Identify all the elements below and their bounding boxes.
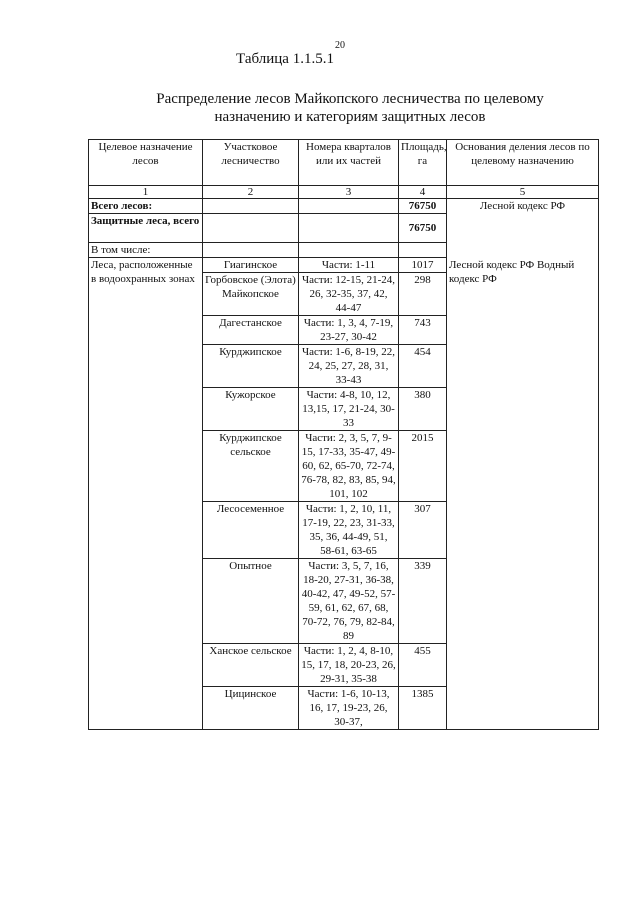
quarters-cell: Части: 4-8, 10, 12, 13,15, 17, 21-24, 30-33	[299, 388, 399, 431]
quarters-cell: Части: 1, 3, 4, 7-19, 23-27, 30-42	[299, 316, 399, 345]
column-number-row	[89, 186, 599, 199]
quarters-cell: Части: 1-11	[299, 258, 399, 273]
area-cell: 2015	[399, 431, 447, 502]
quarters-cell: Части: 12-15, 21-24, 26, 32-35, 37, 42, 44-47	[299, 273, 399, 316]
district-cell: Курджипское	[203, 345, 299, 388]
area-cell: 380	[399, 388, 447, 431]
district-cell: Ханское сельское	[203, 644, 299, 687]
quarters-cell: Части: 1, 2, 10, 11, 17-19, 22, 23, 31-33, 35, 36, 44-49, 51, 58-61, 63-65	[299, 502, 399, 559]
area-cell: 307	[399, 502, 447, 559]
forest-distribution-table	[88, 139, 599, 730]
total-forests-label: Всего лесов:	[89, 199, 203, 214]
protective-forests-area: 76750	[399, 214, 447, 243]
area-cell: 1385	[399, 687, 447, 730]
column-number: 4	[399, 186, 447, 199]
quarters-cell: Части: 1-6, 10-13, 16, 17, 19-23, 26, 30-37,	[299, 687, 399, 730]
column-number: 5	[447, 186, 599, 199]
column-number: 2	[203, 186, 299, 199]
table-label: Таблица 1.1.5.1	[236, 51, 334, 67]
table-row	[89, 258, 599, 273]
area-cell: 298	[399, 273, 447, 316]
column-number: 3	[299, 186, 399, 199]
total-forests-row	[89, 199, 599, 214]
area-cell: 339	[399, 559, 447, 644]
header-row	[89, 140, 599, 186]
category-basis-cell: Лесной кодекс РФ Водный кодекс РФ	[447, 258, 599, 730]
column-header-district: Участковое лесничество	[203, 140, 299, 186]
column-header-area: Площадь, га	[399, 140, 447, 186]
quarters-cell: Части: 1, 2, 4, 8-10, 15, 17, 18, 20-23, 26, 29-31, 35-38	[299, 644, 399, 687]
district-cell: Цицинское	[203, 687, 299, 730]
district-cell: Гиагинское	[203, 258, 299, 273]
total-forests-area: 76750	[399, 199, 447, 214]
quarters-cell: Части: 1-6, 8-19, 22, 24, 25, 27, 28, 31, 33-43	[299, 345, 399, 388]
area-cell: 743	[399, 316, 447, 345]
column-header-purpose: Целевое назначение лесов	[89, 140, 203, 186]
district-cell: Лесосеменное	[203, 502, 299, 559]
column-header-basis: Основания деления лесов по целевому назначению	[447, 140, 599, 186]
heading-line-2: назначению и категориям защитных лесов	[214, 109, 486, 125]
area-cell: 454	[399, 345, 447, 388]
table-heading	[0, 90, 640, 126]
column-number: 1	[89, 186, 203, 199]
district-cell: Опытное	[203, 559, 299, 644]
district-cell: Горбовское (Элота) Майкопское	[203, 273, 299, 316]
district-cell: Кужорское	[203, 388, 299, 431]
page-number: 20	[335, 40, 345, 51]
area-cell: 455	[399, 644, 447, 687]
protective-forests-label: Защитные леса, всего	[89, 214, 203, 243]
heading-line-1: Распределение лесов Майкопского лесничества по целевому	[156, 91, 544, 107]
quarters-cell: Части: 2, 3, 5, 7, 9-15, 17-33, 35-47, 49-60, 62, 65-70, 72-74, 76-78, 82, 83, 85, 94, 101, 102	[299, 431, 399, 502]
category-cell: Леса, расположенные в водоохранных зонах	[89, 258, 203, 730]
area-cell: 1017	[399, 258, 447, 273]
quarters-cell: Части: 3, 5, 7, 16, 18-20, 27-31, 36-38, 40-42, 47, 49-52, 57-59, 61, 62, 67, 68, 70-72, 76, 79, 82-84, 89	[299, 559, 399, 644]
column-header-quarters: Номера кварталов или их частей	[299, 140, 399, 186]
including-label: В том числе:	[89, 243, 203, 258]
total-forests-basis: Лесной кодекс РФ	[447, 199, 599, 258]
district-cell: Дагестанское	[203, 316, 299, 345]
district-cell: Курджипское сельское	[203, 431, 299, 502]
